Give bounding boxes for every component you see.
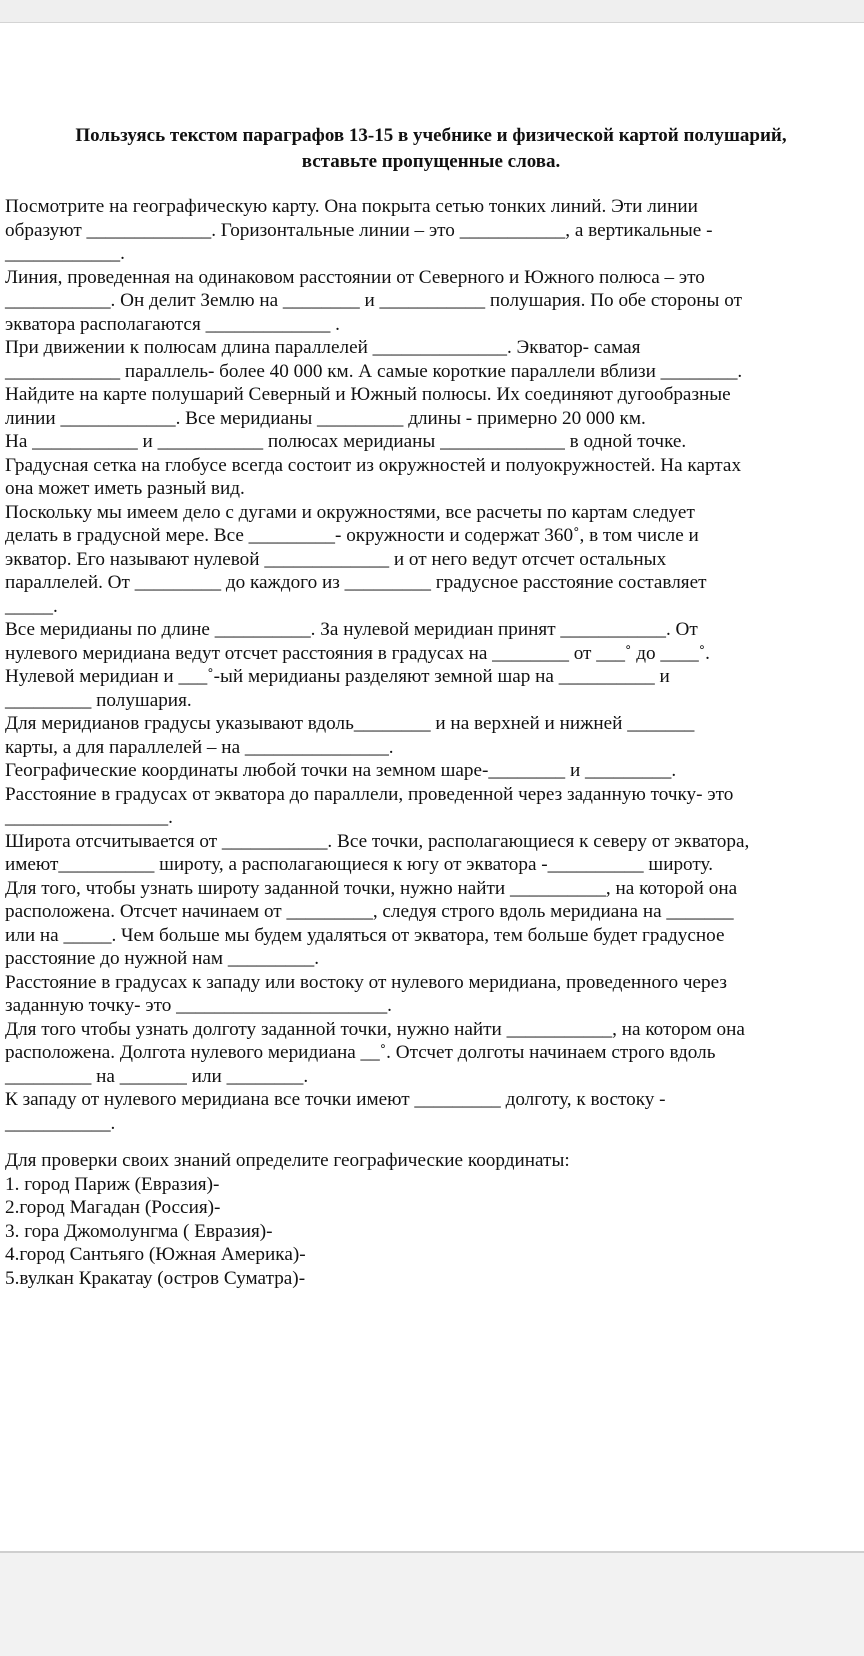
text-line: экватор. Его называют нулевой _____________ и от него ведут отсчет остальных [5,548,667,570]
text-line: образуют _____________. Горизонтальные линии – это ___________, а вертикальные - [5,219,713,241]
text-line: Все меридианы по длине __________. За нулевой меридиан принят ___________. От [5,619,698,640]
text-line: карты, а для параллелей – на _______________. [5,736,394,758]
text-line: линии ____________. Все меридианы _________ длины - примерно 20 000 км. [5,407,646,429]
text-line: ___________. Он делит Землю на ________ и ___________ полушария. По обе стороны от [5,290,742,311]
top-toolbar-strip [0,0,864,23]
text-line: На ___________ и ___________ полюсах меридианы _____________ в одной точке. [5,431,687,452]
text-line: Широта отсчитывается от ___________. Все точки, располагающиеся к северу от экватора, [5,830,750,852]
task-heading: Для проверки своих знаний определите географические координаты: [5,1150,570,1171]
text-line: _____. [5,595,58,617]
body-text [5,195,857,1135]
viewer-background [0,1553,864,1656]
text-line: _________ полушария. [5,689,192,711]
text-line: _________________. [5,807,173,828]
text-line: Линия, проведенная на одинаковом расстоянии от Северного и Южного полюса – это [5,266,705,288]
text-line: она может иметь разный вид. [5,478,245,499]
task-item: 3. гора Джомолунгма ( Евразия)- [5,1220,273,1242]
text-line: Нулевой меридиан и ___˚-ый меридианы разделяют земной шар на __________ и [5,666,670,687]
text-line: заданную точку- это ______________________. [5,995,392,1016]
text-line: Для того, чтобы узнать широту заданной точки, нужно найти __________, на которой она [5,877,738,899]
text-line: При движении к полюсам длина параллелей ______________. Экватор- самая [5,337,641,358]
text-line: Для меридианов градусы указывают вдоль________ и на верхней и нижней _______ [5,713,695,734]
text-line: Поскольку мы имеем дело с дугами и окружностями, все расчеты по картам следует [5,501,695,523]
text-line: экватора располагаются _____________ . [5,313,340,335]
text-line: К западу от нулевого меридиана все точки имеют _________ долготу, к востоку - [5,1089,666,1110]
document-title [17,123,845,175]
title-line: Пользуясь текстом параграфов 13-15 в учебнике и физической картой полушарий, [75,125,787,146]
text-line: расположена. Долгота нулевого меридиана __˚. Отсчет долготы начинаем строго вдоль [5,1042,716,1063]
title-line: вставьте пропущенные слова. [301,151,561,172]
text-line: _________ на _______ или ________. [5,1065,309,1087]
text-line: делать в градусной мере. Все _________- окружности и содержат 360˚, в том числе и [5,525,699,546]
task-list [5,1149,857,1290]
text-line: или на _____. Чем больше мы будем удаляться от экватора, тем больше будет градусное [5,924,725,946]
text-line: Расстояние в градусах к западу или востоку от нулевого меридиана, проведенного через [5,971,727,993]
text-line: параллелей. От _________ до каждого из _________ градусное расстояние составляет [5,572,707,593]
text-line: имеют__________ широту, а располагающиеся к югу от экватора -__________ широту. [5,854,713,875]
text-line: Для того чтобы узнать долготу заданной точки, нужно найти ___________, на котором она [5,1018,745,1040]
text-line: ____________. [5,243,125,264]
task-item: 2.город Магадан (Россия)- [5,1197,221,1218]
text-line: Посмотрите на географическую карту. Она покрыта сетью тонких линий. Эти линии [5,196,698,217]
text-line: расположена. Отсчет начинаем от _________, следуя строго вдоль меридиана на _______ [5,901,734,922]
text-line: ___________. [5,1112,116,1134]
document-content [5,123,857,1290]
text-line: Расстояние в градусах от экватора до параллели, проведенной через заданную точку- это [5,783,734,805]
text-line: расстояние до нужной нам _________. [5,948,319,969]
text-line: нулевого меридиана ведут отсчет расстояния в градусах на ________ от ___˚ до ____˚. [5,642,710,664]
document-page [0,23,864,1553]
text-line: ____________ параллель- более 40 000 км. А самые короткие параллели вблизи ________. [5,360,743,382]
task-item: 4.город Сантьяго (Южная Америка)- [5,1244,306,1265]
task-item: 1. город Париж (Евразия)- [5,1173,220,1195]
paragraph-gap [5,1135,857,1149]
text-line: Найдите на карте полушарий Северный и Южный полюсы. Их соединяют дугообразные [5,384,731,405]
text-line: Географические координаты любой точки на земном шаре-________ и _________. [5,760,677,781]
task-item: 5.вулкан Кракатау (остров Суматра)- [5,1267,306,1289]
text-line: Градусная сетка на глобусе всегда состоит из окружностей и полуокружностей. На картах [5,454,742,476]
